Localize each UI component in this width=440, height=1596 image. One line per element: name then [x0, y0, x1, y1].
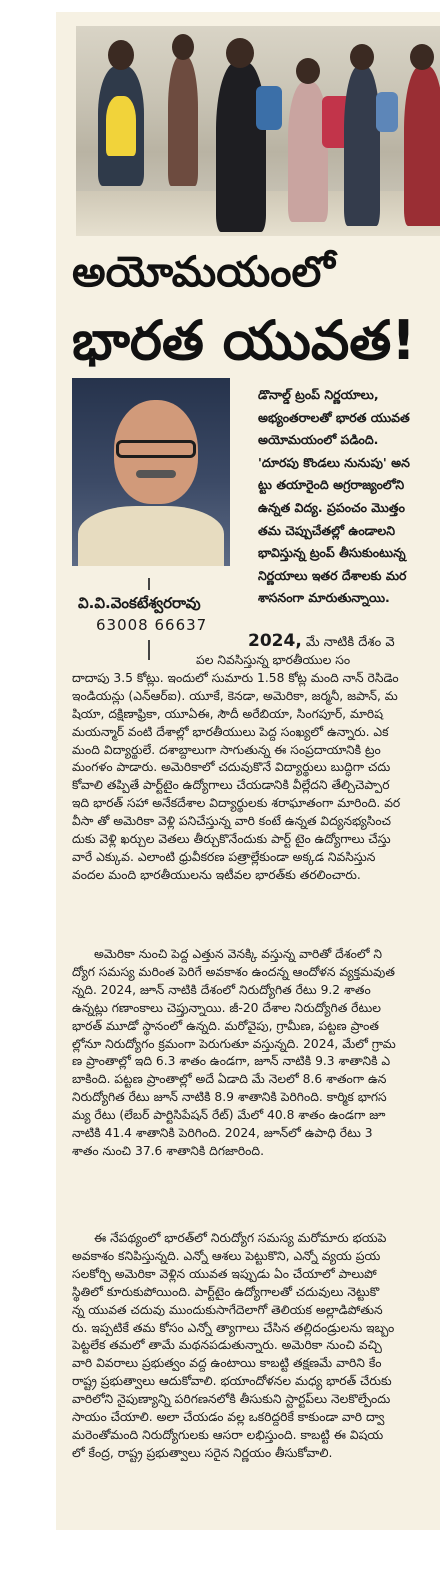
dateline-text: మే నాటికి దేశం వె — [301, 635, 395, 650]
body-line: నాటికి 41.4 శాతానికి పెరిగింది. 2024, జూన్‌లో ఉపాధి రేటు 3 — [72, 1126, 373, 1141]
body-line: ఈ నేపథ్యంలో భారత్‌లో నిరుద్యోగ సమస్య మరోమారు భయపె — [94, 1231, 387, 1245]
body-line: వందల మంది భారతీయులను ఇటీవల భారత్‌కు తరలించారు. — [72, 867, 361, 882]
body-line: మరెంతోమంది నిరుద్యోగులకు ఆసరా లభిస్తుంది. కాబట్టి ఈ విషయ — [72, 1427, 384, 1442]
body-line: అమెరికా నుంచి పెద్ద ఎత్తున వెనక్కి వస్తున్న వారితో దేశంలో ని — [94, 947, 383, 961]
body-line: వారే ఎక్కువ. ఎలాంటి ధ్రువీకరణ పత్రాల్లేకుండా అక్కడ నివసిస్తున — [72, 849, 376, 864]
body-line: శాతం నుంచి 37.6 శాతానికి దిగజారింది. — [72, 1143, 264, 1158]
body-line: ఇండియన్లు (ఎన్ఆర్ఐ). యూకే, కెనడా, అమెరికా, జర్మనీ, జపాన్, మ — [72, 688, 398, 703]
body-line: న్నది. 2024, జూన్ నాటికి దేశంలో నిరుద్యోగిత రేటు 9.2 శాతం — [72, 982, 371, 997]
intro-line: 'దూరపు కొండలు నునుపు' అన — [258, 454, 410, 470]
photo-person — [404, 66, 440, 226]
newspaper-clipping — [56, 12, 440, 1530]
body-line: అవకాశం కనిపిస్తున్నది. ఎన్నో ఆశలు పెట్టుకొని, ఎన్నో వ్యయ ప్రయ — [72, 1248, 381, 1263]
photo-head — [226, 38, 254, 68]
body-line: వారి వివరాలు ప్రభుత్వం వద్ద ఉంటాయి కాబట్టి తక్షణమే వారిని కేం — [72, 1356, 382, 1371]
body-line: పెట్టలేక తమలో తామే మథనపడుతున్నారు. అమెరికా నుంచి వచ్చి — [72, 1338, 382, 1353]
photo-head — [410, 44, 434, 70]
intro-column — [258, 384, 440, 610]
body-line: మంగళం పాడారు. అమెరికాలో చదువుకొనే విద్యార్థులు బుద్ధిగా చదు — [72, 760, 391, 775]
photo-person — [168, 56, 198, 186]
body-line: బాకింది. పట్టణ ప్రాంతాల్లో అదే ఏడాది మే నెలలో 8.6 శాతంగా ఉన — [72, 1072, 387, 1087]
article-photo — [76, 26, 440, 236]
body-line: భారత్ మూడో స్థానంలో ఉన్నది. మరోవైపు, గ్రామీణ, పట్టణ ప్రాంత — [72, 1018, 379, 1033]
intro-line: తమ చెప్పుచేతల్లో ఉండాలని — [258, 522, 396, 538]
author-name: వి.వి.వెంకటేశ్వరరావు — [78, 594, 201, 612]
paragraph-1 — [72, 652, 440, 885]
body-line: ణ ప్రాంతాల్లో ఇది 6.3 శాతం ఉండగా, జూన్ నాటికి 9.3 శాతానికి ఎ — [72, 1054, 391, 1069]
headline-line-1: అయోమయంలో — [72, 247, 335, 296]
photo-backpack — [256, 86, 282, 130]
photo-backpack — [376, 92, 398, 132]
photo-head — [350, 44, 374, 70]
body-line: సాయం చేయాలి. అలా చేయడం వల్ల ఒకరిద్దరికే కాకుండా వారి ద్వా — [72, 1410, 385, 1425]
body-line: మయన్మార్ వంటి దేశాల్లో భారతీయులు పెద్ద సంఖ్యలో ఉన్నారు. ఎక — [72, 724, 389, 739]
headline-line-2: భారత యువత! — [72, 309, 416, 372]
body-line: ద్యోగ సమస్య మరింత పెరిగే అవకాశం ఉందన్న ఆందోళన వ్యక్తమవుత — [72, 964, 395, 979]
intro-line: భావిస్తున్న ట్రంప్ తీసుకుంటున్న — [258, 545, 406, 561]
body-line: న్న యువత చదువు ముందుకుసాగేదెలాగో తెలియక అల్లాడిపోతున — [72, 1302, 383, 1317]
body-line: నిరుద్యోగిత రేటు జూన్ నాటికి 8.9 శాతానికి పెరిగింది. కార్మిక భాగస — [72, 1090, 387, 1105]
body-line: సలకోర్చి అమెరికా వెళ్లిన యువత ఇప్పుడు ఏం చేయాలో పాలుపో — [72, 1266, 377, 1281]
divider-line — [148, 578, 150, 590]
body-line: మ్య రేటు (లేబర్ పార్టిసిపేషన్ రేట్) మేలో 40.8 శాతం ఉండగా జూ — [72, 1108, 386, 1123]
body-line: పల నివసిస్తున్న భారతీయుల సం — [196, 653, 351, 667]
body-line: స్థితిలో కూరుకుపోయింది. పార్ట్‌టైం ఉద్యోగాలతో చదువులు నెట్టుకొ — [72, 1284, 380, 1299]
body-line: లో కేంద్ర, రాష్ట్ర ప్రభుత్వాలు సరైన నిర్ణయం తీసుకోవాలి. — [72, 1445, 333, 1460]
body-line: షియా, దక్షిణాఫ్రికా, యూఏఈ, సౌదీ అరేబియా, సింగపూర్, మారిష — [72, 706, 383, 721]
intro-line: అయోమయంలో పడింది. — [258, 432, 379, 448]
portrait-glasses — [116, 440, 196, 458]
intro-line: డొనాల్డ్ ట్రంప్ నిర్ణయాలు, — [258, 387, 379, 402]
portrait-moustache — [136, 470, 176, 478]
body-line: ఇది భారత్ సహా అనేకదేశాల విద్యార్థులకు శరాఘాతంగా మారింది. వర — [72, 796, 401, 811]
body-line: కోవాలి తప్పితే పార్ట్‌టైం ఉద్యోగాలు చేయడానికి వీల్లేదని తేల్చిచెప్పార — [72, 778, 390, 793]
body-line: దుకు వెళ్లి ఖర్చుల వెతలు తీర్చుకొనేందుకు పార్ట్ టైం ఉద్యోగాలు చేస్తు — [72, 832, 391, 847]
photo-head — [108, 40, 134, 70]
intro-line: ఉన్నత విద్య. ప్రపంచం మొత్తం — [258, 499, 405, 515]
dateline — [248, 630, 440, 654]
author-photo — [72, 378, 230, 566]
photo-person — [344, 66, 380, 226]
intro-line: అభ్యంతరాలతో భారత యువత — [258, 409, 410, 425]
body-line: ఉన్నట్లు గణాంకాలు చెప్తున్నాయి. జీ-20 దేశాల నిరుద్యోగిత రేటుల — [72, 1000, 381, 1015]
body-line: రు. ఇప్పటికే తమ కోసం ఎన్నో త్యాగాలు చేసిన తల్లిదండ్రులను ఇబ్బం — [72, 1320, 395, 1335]
dateline-year: 2024, — [248, 631, 302, 651]
body-line: మంది విద్యార్థులే. దశాబ్దాలుగా సాగుతున్న ఈ సంప్రదాయానికి ట్రం — [72, 742, 381, 757]
body-line: రాష్ట్ర ప్రభుత్వాలు ఆదుకోవాలి. భయాందోళనల మధ్య భారత్ చేరుకు — [72, 1374, 392, 1389]
paragraph-2 — [72, 946, 440, 1161]
photo-head — [172, 34, 194, 60]
author-phone: 63008 66637 — [96, 616, 208, 634]
intro-line: ట్టు తయారైంది అగ్రరాజ్యంలోని — [258, 477, 405, 493]
portrait-shirt — [78, 506, 224, 566]
body-line: వారిలోని నైపుణ్యాన్ని పరిగణనలోకి తీసుకుని స్టార్టప్‌లు నెలకొల్పేందు — [72, 1392, 391, 1407]
photo-head — [296, 58, 320, 84]
body-line: ల్లోనూ నిరుద్యోగం క్రమంగా పెరుగుతూ వస్తున్నది. 2024, మేలో గ్రామ — [72, 1036, 396, 1051]
photo-person — [106, 96, 136, 156]
intro-line: శాసనంగా మారుతున్నాయి. — [258, 590, 390, 606]
body-line: వీసా తో అమెరికా వెళ్లి పనిచేస్తున్న వారి కంటే ఉన్నత విద్యనభ్యసించ — [72, 814, 391, 829]
paragraph-3 — [72, 1230, 440, 1463]
body-line: దాదాపు 3.5 కోట్లు. ఇందులో సుమారు 1.58 కోట్ల మంది నాన్ రెసిడెం — [72, 670, 399, 685]
intro-line: నిర్ణయాలు ఇతర దేశాలకు మర — [258, 567, 407, 583]
